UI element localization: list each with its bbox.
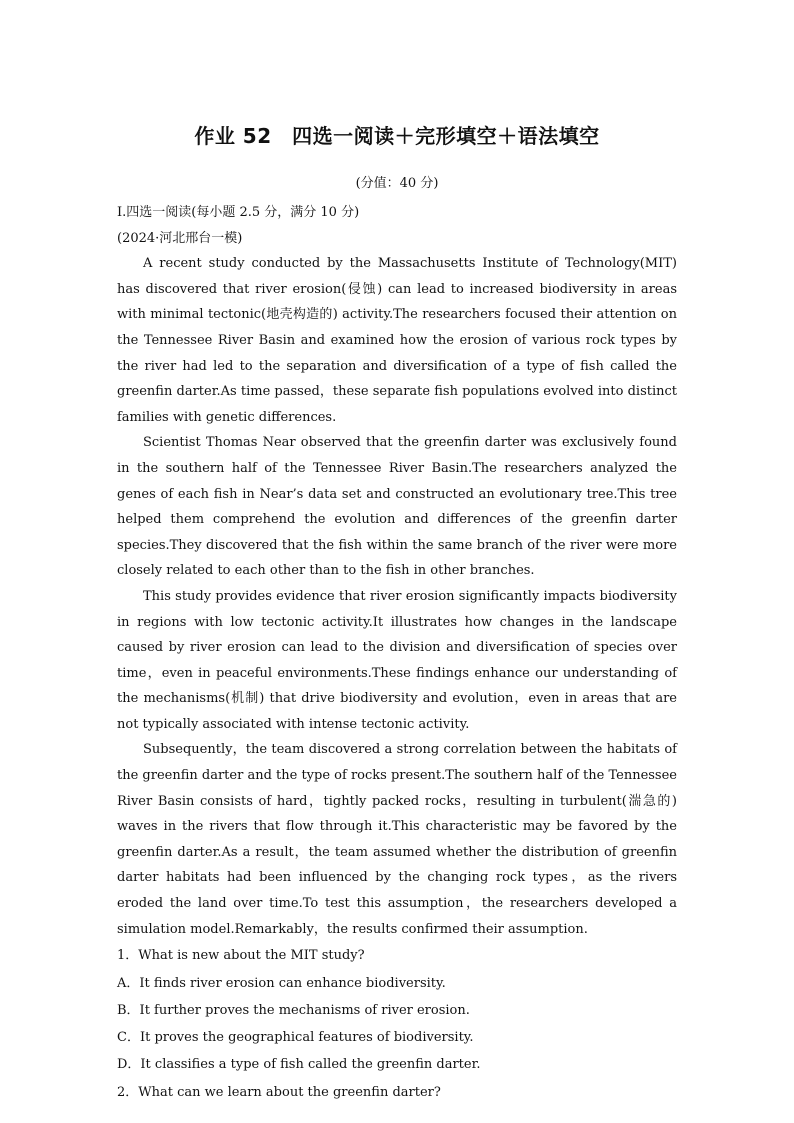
- passage-paragraph-3: This study provides evidence that river erosion significantly impacts biodiversity in regions with low tectonic activity.It illustrates how changes in the landscape caused by river erosion can lead to the division and diversification of species over time，even in peaceful environments.These findings enhance our understanding of the mechanisms(机制) that drive biodiversity and evolution，even in areas that are not typically associated with intense tectonic activity.: [117, 588, 677, 732]
- option-a: A．It finds river erosion can enhance biodiversity.: [117, 975, 446, 991]
- document-body: [117, 200, 677, 1106]
- question-2: 2．What can we learn about the greenfin darter?: [117, 1084, 441, 1100]
- score-note: (分值：40 分): [355, 176, 439, 191]
- passage-paragraph-2: Scientist Thomas Near observed that the greenfin darter was exclusively found in the southern half of the Tennessee River Basin.The researchers analyzed the genes of each fish in Near’s data set and constructed an evolutionary tree.This tree helped them comprehend the evolution and differences of the greenfin darter species.They discovered that the fish within the same branch of the river were more closely related to each other than to the fish in other branches.: [117, 435, 677, 579]
- passage-paragraph-4: Subsequently，the team discovered a strong correlation between the habitats of the greenfin darter and the type of rocks present.The southern half of the Tennessee River Basin consists of hard，tightly packed rocks，resulting in turbulent(湍急的) waves in the rivers that flow through it.This characteristic may be favored by the greenfin darter.As a result，the team assumed whether the distribution of greenfin darter habitats had been influenced by the changing rock types，as the rivers eroded the land over time.To test this assumption，the researchers developed a simulation model.Remarkably，the results confirmed their assumption.: [117, 742, 677, 937]
- page-title: 作业 52 四选一阅读＋完形填空＋语法填空: [194, 124, 600, 148]
- option-d: D．It classifies a type of fish called the greenfin darter.: [117, 1057, 481, 1073]
- question-1: 1．What is new about the MIT study?: [117, 948, 365, 964]
- source-note: (2024·河北邢台一模): [117, 230, 243, 246]
- option-c: C．It proves the geographical features of biodiversity.: [117, 1030, 474, 1046]
- passage-paragraph-1: A recent study conducted by the Massachusetts Institute of Technology(MIT) has discovered that river erosion(侵蚀) can lead to increased biodiversity in areas with minimal tectonic(地壳构造的) activity.The researchers focused their attention on the Tennessee River Basin and examined how the erosion of various rock types by the river had led to the separation and diversification of a type of fish called the greenfin darter.As time passed，these separate fish populations evolved into distinct families with genetic differences.: [117, 256, 677, 425]
- section-heading: Ⅰ.四选一阅读(每小题 2.5 分，满分 10 分): [117, 205, 360, 220]
- option-b: B．It further proves the mechanisms of river erosion.: [117, 1002, 470, 1018]
